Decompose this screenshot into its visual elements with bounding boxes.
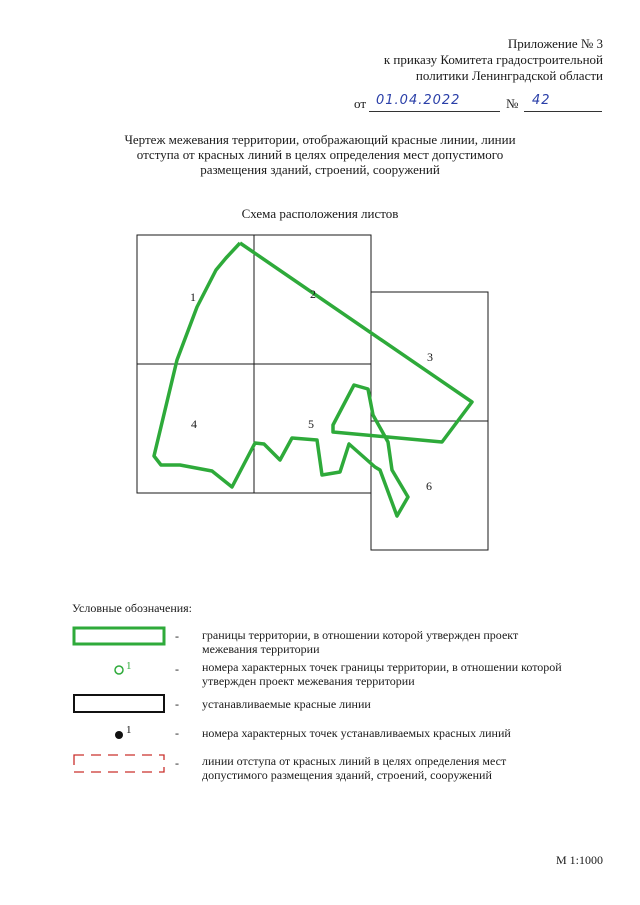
legend-item-setback-lines	[72, 752, 602, 782]
appendix-line-1: Приложение № 3	[507, 36, 603, 51]
legend-desc	[202, 754, 602, 782]
legend-desc	[202, 726, 602, 740]
sheet-number-3: 3	[427, 350, 433, 364]
sheet-number-5: 5	[308, 417, 314, 431]
legend-desc-line-1: границы территории, в отношении которой утвержден проект	[202, 628, 519, 642]
green-point-icon	[115, 666, 123, 674]
legend-item-red-line-points	[72, 723, 602, 753]
title-line-1: Чертеж межевания территории, отображающий красные линии, линии	[124, 132, 516, 147]
scale-label: М 1:1000	[555, 853, 603, 867]
legend-desc-line-1: линии отступа от красных линий в целях определения мест	[202, 754, 507, 768]
sheet-grid	[137, 235, 488, 550]
title-line-3: размещения зданий, строений, сооружений	[200, 162, 440, 177]
legend-desc-line-1: устанавливаемые красные линии	[202, 697, 371, 711]
legend-dash: -	[175, 629, 179, 643]
sheet-number-4: 4	[191, 417, 197, 431]
scheme-caption: Схема расположения листов	[241, 206, 399, 221]
number-prefix: №	[506, 96, 519, 111]
sheet-number-6: 6	[426, 479, 432, 493]
legend-item-boundary-points	[72, 659, 602, 689]
green-point-label: 1	[126, 660, 132, 672]
legend-desc-line-2: допустимого размещения зданий, строений, сооружений	[202, 768, 492, 782]
date-prefix: от	[354, 96, 367, 111]
date-handwritten: 01.04.2022	[376, 93, 461, 108]
legend-desc	[202, 697, 602, 711]
appendix-line-2: к приказу Комитета градостроительной	[383, 52, 603, 67]
legend-desc-line-2: утвержден проект межевания территории	[202, 674, 415, 688]
black-point-label: 1	[126, 724, 132, 736]
legend-dash: -	[175, 756, 179, 770]
legend-item-red-lines	[72, 693, 602, 723]
legend-desc	[202, 628, 602, 656]
title-line-2: отступа от красных линий в целях определения мест допустимого	[136, 147, 504, 162]
legend-dash: -	[175, 662, 179, 676]
sheet-number-1: 1	[190, 290, 196, 304]
legend-desc	[202, 660, 602, 688]
number-handwritten: 42	[532, 93, 551, 108]
black-point-swatch	[72, 723, 166, 745]
legend-desc-line-1: номера характерных точек устанавливаемых красных линий	[202, 726, 511, 740]
legend-desc-line-2: межевания территории	[202, 642, 320, 656]
green-point-swatch	[72, 659, 166, 681]
sheet-number-2: 2	[310, 287, 316, 301]
legend-item-territory-boundary	[72, 626, 602, 656]
legend-desc-line-1: номера характерных точек границы территории, в отношении которой	[202, 660, 562, 674]
appendix-line-3: политики Ленинградской области	[415, 68, 603, 83]
black-line-swatch	[72, 693, 166, 715]
legend-dash: -	[175, 726, 179, 740]
red-dashed-swatch	[72, 752, 166, 774]
legend-title: Условные обозначения:	[72, 601, 193, 615]
territory-boundary	[154, 243, 472, 516]
black-point-icon	[115, 731, 123, 739]
green-boundary-swatch	[72, 626, 166, 648]
legend-dash: -	[175, 697, 179, 711]
